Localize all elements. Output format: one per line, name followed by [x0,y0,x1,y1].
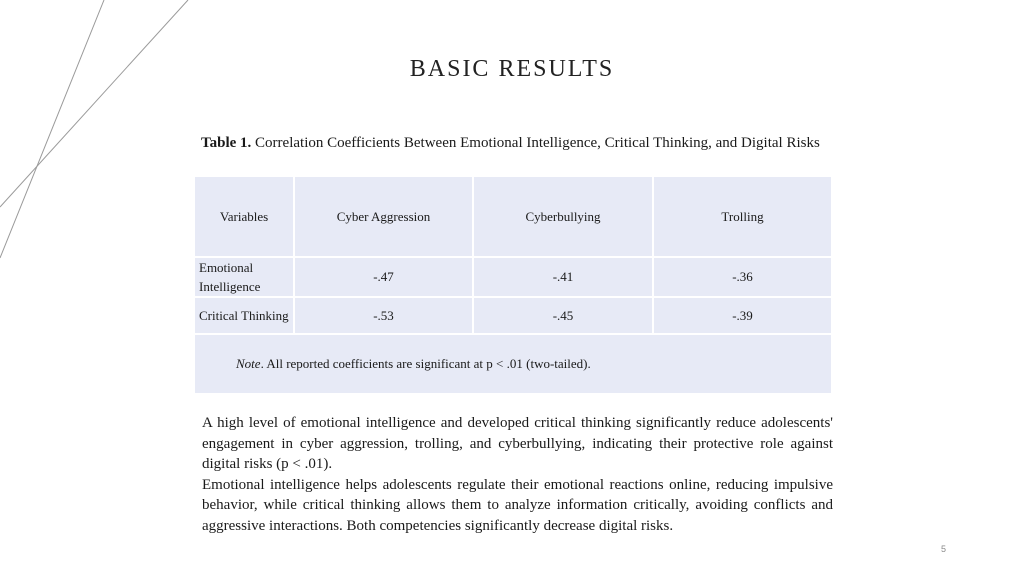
decorative-lines [0,0,200,270]
row-label: Emotional Intelligence [194,257,294,297]
table-cell: -.47 [294,257,473,297]
table-cell: -.36 [653,257,832,297]
table-note [194,334,832,394]
table-cell: -.53 [294,297,473,334]
note-text: . All reported coefficients are significant at p < .01 (two-tailed). [260,356,591,371]
table-header-row [194,176,832,257]
header-variables: Variables [194,176,294,257]
page-number: 5 [940,544,946,554]
header-trolling: Trolling [653,176,832,257]
table-caption [201,133,826,153]
table-cell: -.45 [473,297,653,334]
table-row-emotional-intelligence [194,257,832,297]
header-cyber-aggression: Cyber Aggression [294,176,473,257]
table-row-critical-thinking [194,297,832,334]
decorative-line-1 [0,0,104,258]
correlation-table [193,175,833,395]
row-label: Critical Thinking [194,297,294,334]
correlation-table-container [193,175,831,390]
table-cell: -.39 [653,297,832,334]
body-paragraph-1: A high level of emotional intelligence and developed critical thinking significantly reduce adolescents' engagement in cyber aggression, trolling, and cyberbullying, indicating their protective role against digital risks (p < .01). [202,415,833,472]
table-caption-label: Table 1. [201,135,252,151]
note-label: Note [236,356,261,371]
header-cyberbullying: Cyberbullying [473,176,653,257]
table-cell: -.41 [473,257,653,297]
body-text [202,413,833,536]
table-note-row [194,334,832,394]
slide-title: BASIC RESULTS [409,56,615,82]
decorative-line-2 [0,0,188,207]
table-caption-text: Correlation Coefficients Between Emotional Intelligence, Critical Thinking, and Digital Risks [251,135,820,151]
body-paragraph-2: Emotional intelligence helps adolescents regulate their emotional reactions online, reducing impulsive behavior, while critical thinking allows them to analyze information critically, avoiding conflicts and aggressive interactions. Both competencies significantly decrease digital risks. [202,476,833,534]
